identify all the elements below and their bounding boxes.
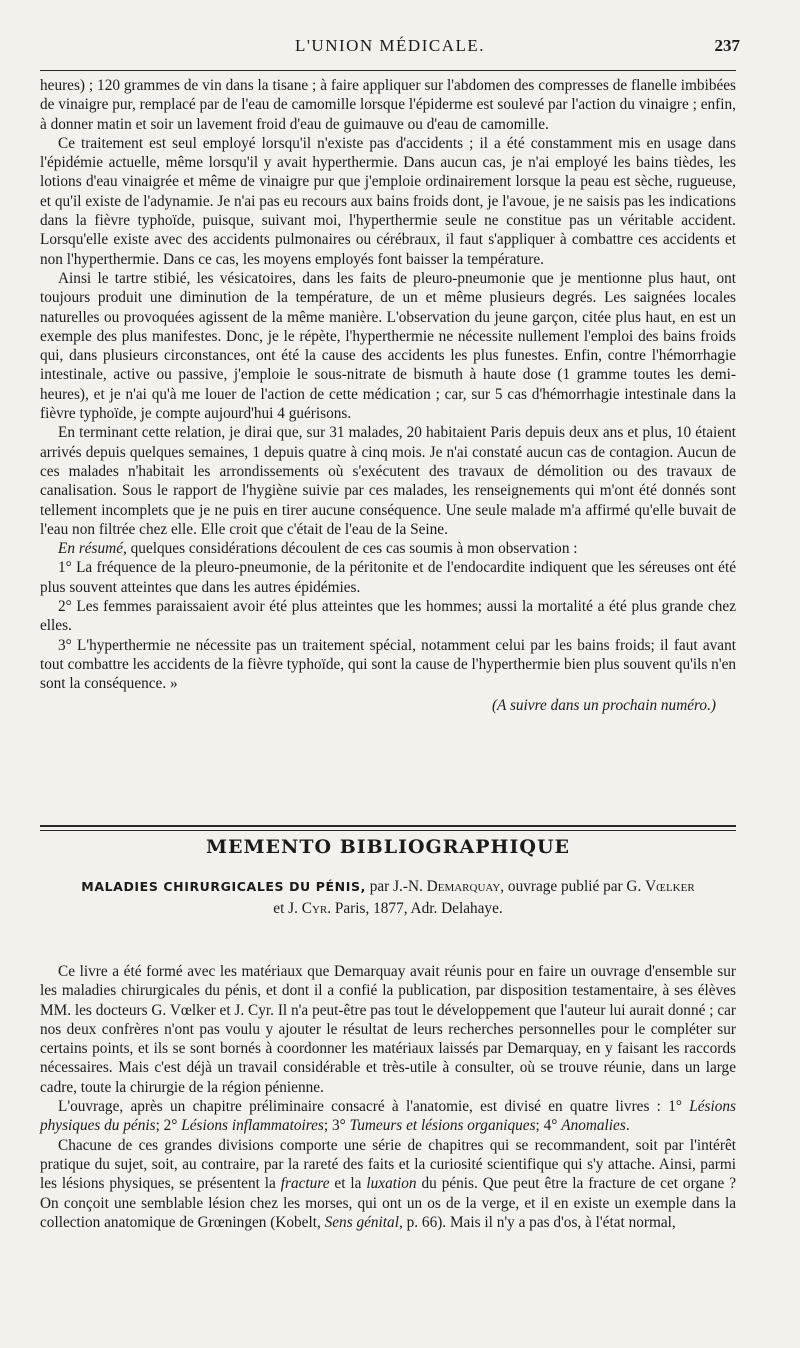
review-italic: Sens génital [324,1213,399,1231]
review-text: Chacune de ces grandes divisions comporte une série de chapitres qui se recommandent, soit par l'intérêt pratique du sujet, soit, au contraire, par la rareté des faits et la curiosité scientifique qui s'y attache. Ainsi, parmi les lésions physiques, se présentent la [40,1136,736,1193]
summary-rest: quelques considérations découlent de ces cas soumis à mon observation : [126,540,578,558]
review-text: L'ouvrage, après un chapitre préliminaire consacré à l'anatomie, est divisé en quatre livres : 1° [58,1098,690,1116]
book-reference [40,876,736,920]
review-italic: fracture [280,1175,330,1193]
book-line2-prefix: et J. [273,900,302,917]
review-text: ; 4° [535,1117,562,1135]
review-italic: luxation [366,1175,417,1193]
book-publisher-text: , ouvrage publié par G. [500,878,646,895]
section-rule-thick [40,825,736,827]
section-rule-thin [40,830,736,831]
review-paragraph [40,1097,736,1136]
summary-paragraph [40,539,736,558]
book-author: Demarquay [426,878,501,895]
review-text: et la [329,1175,367,1193]
book-reference-line-1 [40,876,736,898]
review-paragraph: Ce livre a été formé avec les matériaux que Demarquay avait réunis pour en faire un ouvrage d'ensemble sur les maladies chirurgicales du pénis, et dont il a confié la publication, par disposition testamentaire, à ses élèves MM. les docteurs G. Vœlker et J. Cyr. Il n'a peut-être pas tout le développement que l'auteur lui aurait donné ; car nos deux confrères n'ont pas voulu y ajouter le résultat de leurs recherches personnelles pour le compléter sur certains points, et ils se sont bornés à coordonner les matériaux laissés par Demarquay, en y faisant les raccords nécessaires. Mais c'est déjà un travail considérable et très-utile à consulter, où se trouve réunie, dans un large cadre, toute la chirurgie de la région pénienne. [40,963,736,1096]
page-header [40,34,740,64]
review-text: du pénis. Que peut être la fracture de cet organe ? On conçoit une semblable lésion chez les morses, qui ont un os de la verge, et il en existe un exemple dans la collection anatomique de Grœningen (Kobelt, [40,1175,736,1231]
review-italic: Lésions physiques du pénis [40,1098,736,1135]
review-paragraph [40,1136,736,1232]
article-continuation [40,76,736,715]
review-text: . [625,1117,630,1135]
to-be-continued: (A suivre dans un prochain numéro.) [491,696,716,714]
article-paragraph: Ainsi le tartre stibié, les vésicatoires, dans les faits de pleuro-pneumonie que je mentionne plus haut, ont toujours produit une diminution de la température, de un et même plusieurs degrés. Les saignées locales naturelles ou provoquées agissent de la même manière. L'observation du jeune garçon, citée plus haut, en est un exemple des plus manifestes. Donc, je le répète, l'hyperthermie ne nécessite nullement l'emploi des bains froids qui, dans plusieurs circonstances, ont été la cause des accidents les plus funestes. Enfin, contre l'hémorrhagie intestinale, active ou passive, j'emploie le sous-nitrate de bismuth à haute dose (1 gramme toutes les demi-heures), et je n'ai qu'à me louer de l'action de cette médication ; car, sur 5 cas d'hémorrhagie intestinale dans la fièvre typhoïde, je compte aujourd'hui 4 guérisons. [40,269,736,423]
summary-lead: En résumé, [58,540,127,558]
article-paragraph: Ce traitement est seul employé lorsqu'il n'existe pas d'accidents ; il a été constamment mis en usage dans l'épidémie actuelle, même lorsqu'il y avait hyperthermie. Dans aucun cas, je n'ai employé les bains tièdes, les lotions d'eau vinaigrée et même de vinaigre pur que j'emploie ordinairement lorsque la peau est sèche, rugueuse, et qu'il existe de l'adynamie. Je n'ai pas eu recours aux bains froids dont, je l'avoue, je ne saisis pas les indications dans la fièvre typhoïde, puisque, suivant moi, l'hyperthermie seule ne constitue pas un véritable accident. Lorsqu'elle existe avec des accidents pulmonaires ou cérébraux, il faut s'appliquer à combattre ces accidents et non l'hyperthermie. Dans ce cas, les moyens employés font baisser la température. [40,134,736,268]
page-number: 237 [714,36,740,55]
conclusion-item: 1° La fréquence de la pleuro-pneumonie, de la péritonite et de l'endocardite indiquent que les séreuses ont été plus souvent atteintes que dans les autres épidémies. [40,559,736,596]
review-italic: Tumeurs et lésions organiques [349,1117,536,1135]
review-italic: Lésions inflammatoires [181,1117,324,1135]
book-review [40,962,736,1232]
header-rule [40,70,736,71]
memento-heading: MEMENTO BIBLIOGRAPHIQUE [206,836,570,858]
book-by: par J.-N. [365,878,427,895]
book-imprint: . Paris, 1877, Adr. Delahaye. [327,900,503,917]
book-title: MALADIES CHIRURGICALES DU PÉNIS, [81,879,366,894]
conclusion-item: 2° Les femmes paraissaient avoir été plus atteintes que les hommes; aussi la mortalité a été plus grande chez elles. [40,598,736,635]
book-reference-line-2 [40,898,736,920]
review-text: ; 2° [155,1117,182,1135]
book-editor: Vœlker [645,878,695,895]
book-editor: Cyr [301,900,328,917]
conclusion-item: 3° L'hyperthermie ne nécessite pas un traitement spécial, notamment celui par les bains froids; il faut avant tout combattre les accidents de la fièvre typhoïde, qui sont la cause de l'hyperthermie bien plus souvent qu'ils n'en sont la conséquence. » [40,636,737,693]
article-paragraph: heures) ; 120 grammes de vin dans la tisane ; à faire appliquer sur l'abdomen des compresses de flanelle imbibées de vinaigre pur, remplacé par de l'eau de camomille lorsque l'épiderme est soulevé par l'action du vinaigre ; enfin, à donner matin et soir un lavement froid d'eau de guimauve ou d'eau de camomille. [40,77,736,133]
review-italic: Anomalies [561,1117,626,1135]
running-title: L'UNION MÉDICALE. [294,36,486,55]
article-paragraph: En terminant cette relation, je dirai que, sur 31 malades, 20 habitaient Paris depuis deux ans et plus, 10 étaient arrivés depuis quelques semaines, 1 depuis quatre à cinq mois. Je n'ai constaté aucun cas de contagion. Aucun de ces malades n'habitait les arrondissements où s'exécutent des travaux de démolition ou des travaux de canalisation. Sous le rapport de l'hygiène suivie par ces malades, les renseignements qui m'ont été donnés sont tellement incomplets que je ne puis en tirer aucune conséquence. Une seule malade m'a affirmé qu'elle buvait de l'eau non filtrée chez elle. Elle croit que c'était de l'eau de la Seine. [40,424,736,538]
review-text: ; 3° [323,1117,350,1135]
review-text: , p. 66). Mais il n'y a pas d'os, à l'état normal, [398,1213,676,1231]
